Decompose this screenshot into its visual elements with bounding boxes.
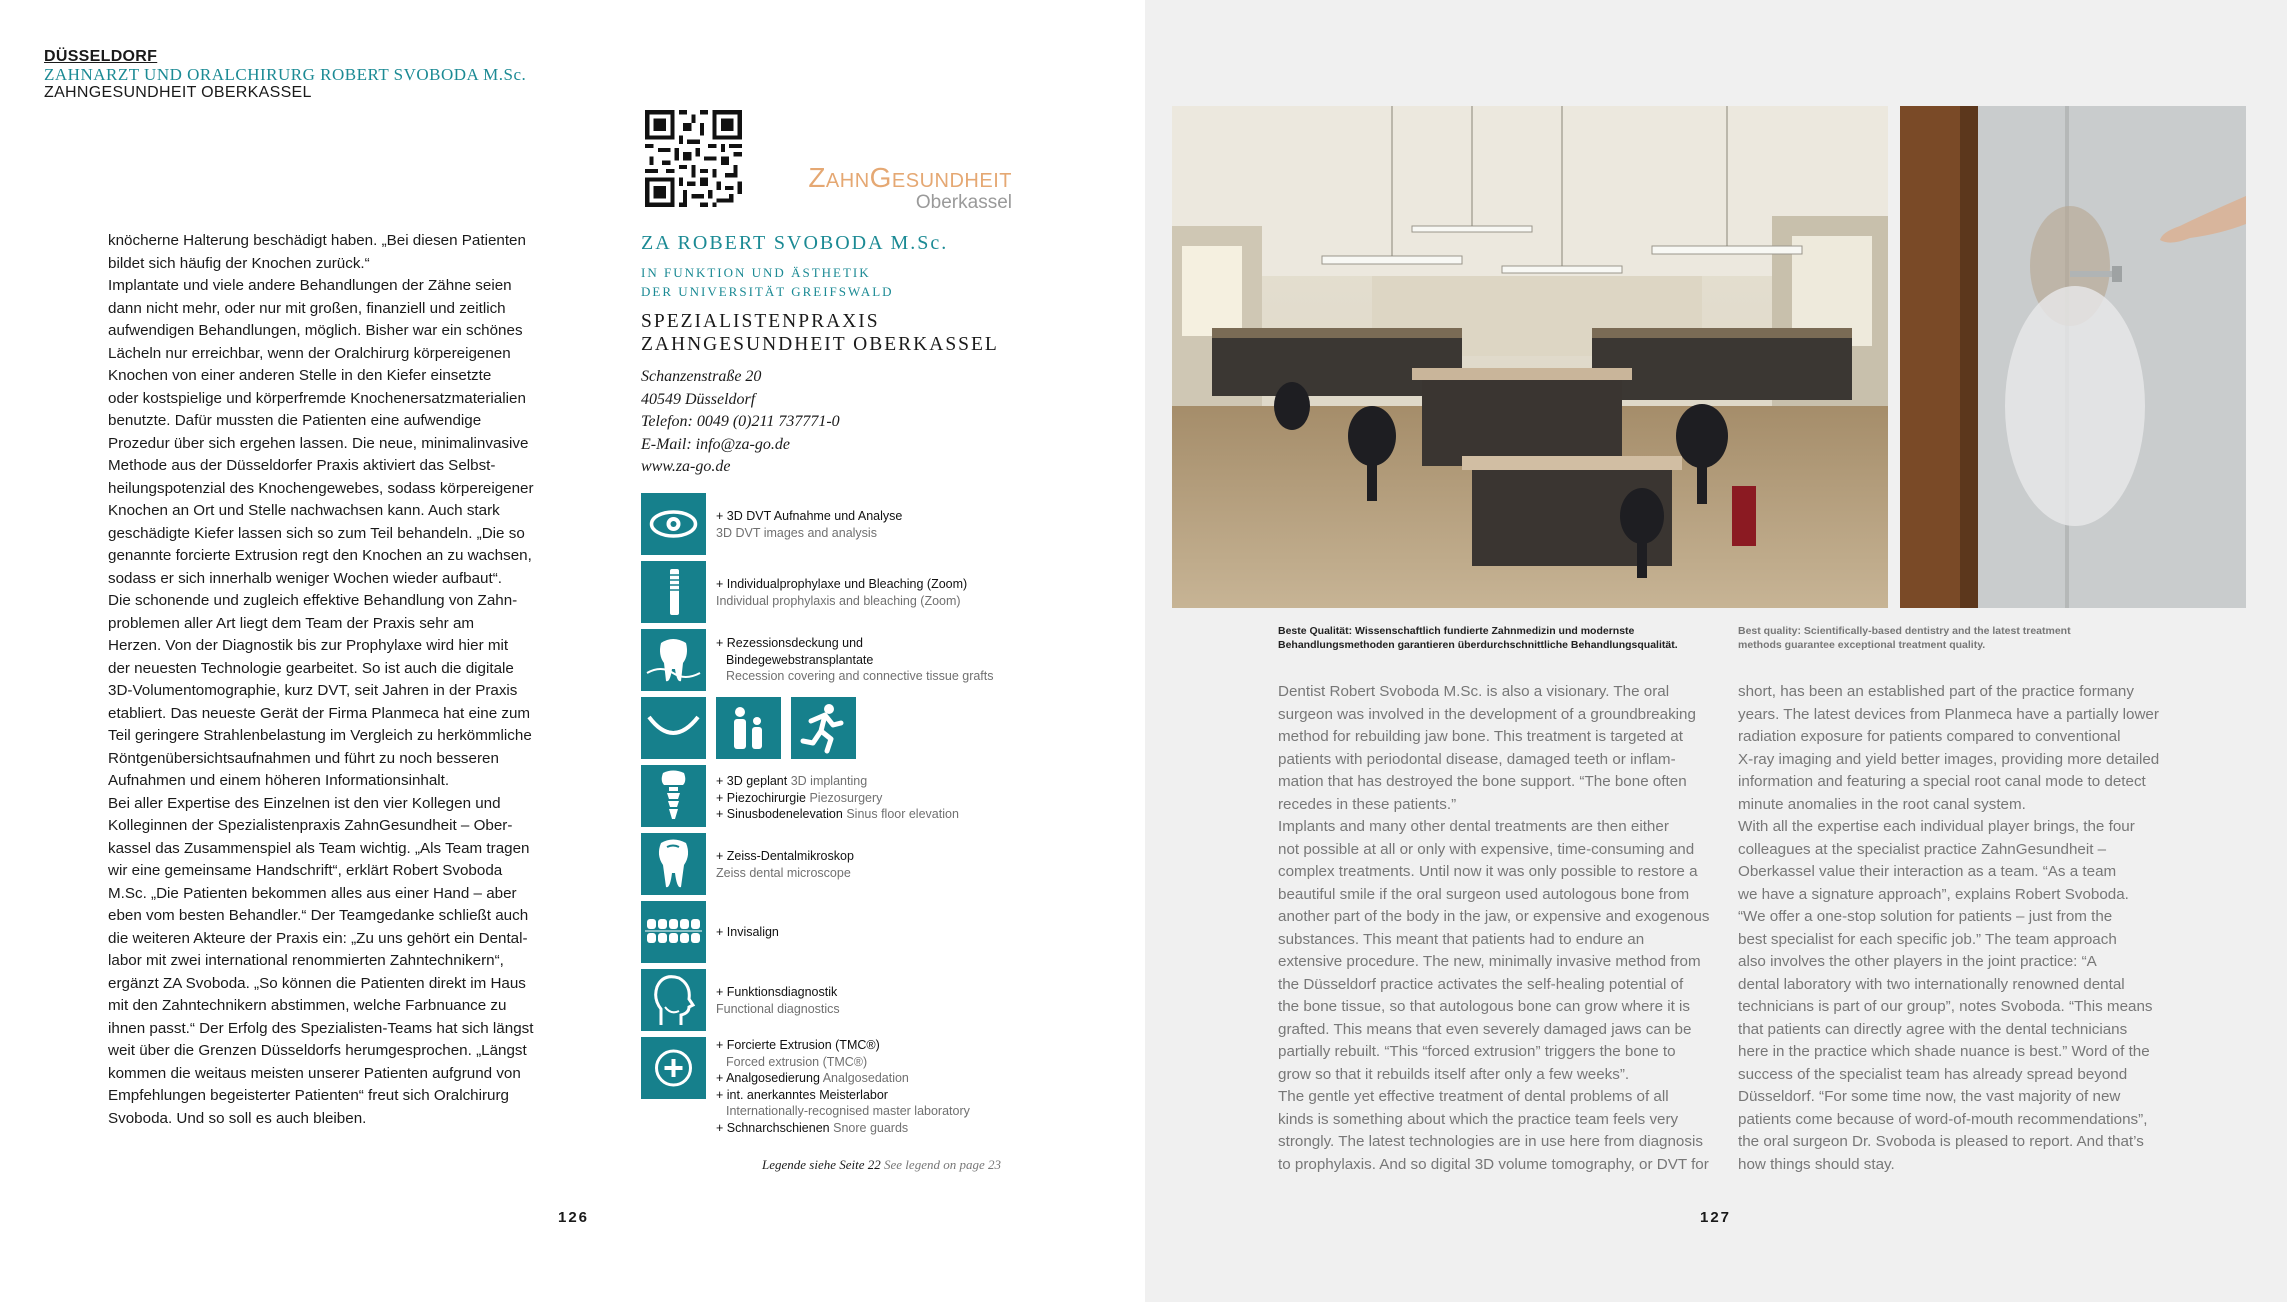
text-line: Implants and many other dental treatments are then either xyxy=(1278,818,1669,835)
text-line: Knochen an Ort und Stelle nachwachsen kann. Auch stark xyxy=(108,502,500,519)
zahngesundheit-logo xyxy=(800,162,1012,214)
text-line: short, has been an established part of the practice formany xyxy=(1738,683,2134,700)
text-line: Die schonende und zugleich effektive Behandlung von Zahn- xyxy=(108,592,518,609)
text-line: Bei aller Expertise des Einzelnen ist den vier Kollegen und xyxy=(108,794,501,812)
info-street: Schanzenstraße 20 xyxy=(641,368,762,385)
toothbrush-icon xyxy=(641,561,706,623)
page-number-right: 127 xyxy=(1700,1209,1732,1226)
runner-icon xyxy=(791,697,856,759)
head-profile-icon xyxy=(641,969,706,1031)
text-line: heilungspotenzial des Knochengewebes, sodass körpereigener xyxy=(108,479,534,497)
legend-en: See legend on page 23 xyxy=(884,1157,1001,1172)
text-line: technicians is part of our group”, notes Svoboda. “This means xyxy=(1738,998,2153,1015)
text-line: dann nicht mehr, oder nur mit großen, finanziell und zeitlich xyxy=(108,299,506,317)
text-line: patients with periodontal disease, damaged teeth or inflam- xyxy=(1278,750,1676,768)
service-extra-l3-de: + int. anerkanntes Meisterlabor xyxy=(716,1087,888,1102)
text-line: Dentist Robert Svoboda M.Sc. is also a visionary. The oral xyxy=(1278,683,1670,700)
text-line: genannte forcierte Extrusion regt den Knochen an zu wachsen, xyxy=(108,547,532,564)
practice-info xyxy=(641,232,1061,479)
text-line: benutzte. Dafür mussten die Patienten eine aufwendige xyxy=(108,412,482,429)
logo-sub-text: Oberkassel xyxy=(915,192,1012,213)
german-body-text xyxy=(108,230,556,1130)
text-line: Prozedur über sich ergehen lassen. Die neue, minimalinvasive xyxy=(108,434,529,452)
text-line: Svoboda. Und so soll es auch bleiben. xyxy=(108,1109,367,1127)
text-line: The gentle yet effective treatment of dental problems of all xyxy=(1278,1088,1669,1105)
service-dvt-de: + 3D DVT Aufnahme und Analyse xyxy=(716,509,903,523)
text-line: geschädigte Kiefer lassen sich so zum Teil behandeln. „Die so xyxy=(108,524,525,542)
text-line: M.Sc. „Die Patienten bekommen alles aus einer Hand – aber xyxy=(108,884,517,902)
text-line: Teil geringere Strahlenbelastung im Vergleich zu herkömmliche xyxy=(108,727,532,744)
info-cred-line-2: DER UNIVERSITÄT GREIFSWALD xyxy=(641,284,894,299)
text-line: strongly. The latest technologies are in use here from diagnosis xyxy=(1278,1133,1703,1150)
service-implant-l1-en: 3D implanting xyxy=(790,774,868,788)
info-credentials xyxy=(641,263,1061,301)
caption-en-line-2: methods guarantee exceptional treatment quality. xyxy=(1738,639,1986,651)
text-line: ihnen passt.“ Der Erfolg des Spezialisten-Teams hat sich längst xyxy=(108,1019,534,1037)
text-line: Röntgenübersichtsaufnahmen und führt zu noch besseren xyxy=(108,749,499,767)
service-implant-l2-de: + Piezochirurgie xyxy=(716,790,806,805)
text-line: With all the expertise each individual player brings, the four xyxy=(1738,818,2135,835)
text-line: knöcherne Halterung beschädigt haben. „Bei diesen Patienten xyxy=(108,232,526,249)
info-specialist-practice xyxy=(641,310,1061,356)
text-line: Lächeln nur erreichbar, wenn der Oralchirurg körpereigenen xyxy=(108,344,511,362)
service-implant-l2-en: Piezosurgery xyxy=(809,790,883,805)
text-line: here in the practice which shade nuance is best.” Word of the xyxy=(1738,1043,2150,1060)
text-line: Knochen von einer anderen Stelle in den Kiefer einsetzte xyxy=(108,367,492,384)
service-implant-l1-de: + 3D geplant xyxy=(716,774,788,788)
header-subtitle: ZAHNGESUNDHEIT OBERKASSEL xyxy=(44,84,312,101)
info-dentist-name: ZA ROBERT SVOBODA M.Sc. xyxy=(641,232,949,254)
service-extra-l4-de: + Schnarchschienen xyxy=(716,1120,830,1135)
text-line: kinds is something about which the practice team feels very xyxy=(1278,1110,1679,1128)
legend-de: Legende siehe Seite 22 xyxy=(762,1157,881,1172)
info-website[interactable]: www.za-go.de xyxy=(641,458,731,475)
text-line: kassel das Zusammenspiel als Team wichtig. „Als Team tragen xyxy=(108,839,530,857)
text-line: Aufnahmen und einem höheren Informationsinhalt. xyxy=(108,772,450,789)
text-line: Düsseldorf. “For some time now, the vast majority of new xyxy=(1738,1088,2121,1105)
text-line: the oral surgeon Dr. Svoboda is pleased to report. And that’s xyxy=(1738,1133,2144,1150)
dental-lab-photo xyxy=(1172,106,1888,608)
text-line: patients come because of word-of-mouth recommendations”, xyxy=(1738,1110,2148,1128)
text-line: ergänzt ZA Svoboda. „So können die Patienten direkt im Haus xyxy=(108,974,526,992)
text-line: success of the specialist team has already spread beyond xyxy=(1738,1065,2128,1083)
text-line: information and featuring a special root canal mode to detect xyxy=(1738,773,2146,790)
text-line: beautiful smile if the oral surgeon used autologous bone from xyxy=(1278,885,1690,903)
service-prophylaxis-en: Individual prophylaxis and bleaching (Zoom) xyxy=(716,593,961,608)
text-line: weit über die Grenzen Düsseldorfs herumgesprochen. „Längst xyxy=(108,1042,527,1059)
legend-note xyxy=(762,1157,1001,1173)
service-extra-l3-en: Internationally-recognised master laboratory xyxy=(726,1104,970,1118)
english-body-column-1 xyxy=(1278,681,1730,1176)
text-line: grafted. This means that even severely damaged jaws can be xyxy=(1278,1020,1692,1038)
text-line: also involves the other players in the joint practice: “A xyxy=(1738,953,2097,970)
text-line: Kolleginnen der Spezialistenpraxis ZahnGesundheit – Ober- xyxy=(108,817,513,834)
service-recession-de-1: + Rezessionsdeckung und xyxy=(716,636,863,650)
service-zeiss-en: Zeiss dental microscope xyxy=(716,865,851,880)
info-cred-line-1: IN FUNKTION UND ÄSTHETIK xyxy=(641,265,871,280)
text-line: labor mit zwei international renommierten Zahntechnikern“, xyxy=(108,952,504,969)
text-line: complex treatments. Until now it was only possible to restore a xyxy=(1278,863,1698,880)
service-zeiss-de: + Zeiss-Dentalmikroskop xyxy=(716,849,854,863)
text-line: eben vom besten Behandler.“ Der Teamgedanke schließt auch xyxy=(108,907,529,924)
text-line: another part of the body in the jaw, or expensive and exogenous xyxy=(1278,908,1710,925)
text-line: problemen aller Art liegt dem Team der Praxis sehr am xyxy=(108,614,475,632)
info-spec-line-2: ZAHNGESUNDHEIT OBERKASSEL xyxy=(641,334,999,355)
text-line: wir eine gemeinsame Handschrift“, erklärt Robert Svoboda xyxy=(108,862,503,879)
text-line: bildet sich häufig der Knochen zurück.“ xyxy=(108,254,370,272)
info-spec-line-1: SPEZIALISTENPRAXIS xyxy=(641,311,880,332)
info-phone: Telefon: 0049 (0)211 737771-0 xyxy=(641,413,840,430)
text-line: “We offer a one-stop solution for patients – just from the xyxy=(1738,908,2113,925)
service-prophylaxis-de: + Individualprophylaxe und Bleaching (Zoom) xyxy=(716,577,968,591)
text-line: colleagues at the specialist practice ZahnGesundheit – xyxy=(1738,840,2107,858)
smile-icon xyxy=(641,697,706,759)
caption-de-line-2: Behandlungsmethoden garantieren überdurchschnittliche Behandlungsqualität. xyxy=(1278,639,1678,651)
aligner-icon xyxy=(641,901,706,963)
text-line: 3D-Volumentomographie, kurz DVT, seit Jahren in der Praxis xyxy=(108,682,518,699)
text-line: to prophylaxis. And so digital 3D volume tomography, or DVT for xyxy=(1278,1155,1709,1173)
text-line: Herzen. Von der Diagnostik bis zur Prophylaxe wird hier mit xyxy=(108,637,509,654)
text-line: not possible at all or only with expensive, time-consuming and xyxy=(1278,840,1695,858)
page-header xyxy=(44,48,526,102)
caption-en xyxy=(1738,624,2158,652)
service-function-de: + Funktionsdiagnostik xyxy=(716,985,838,999)
implant-icon xyxy=(641,765,706,827)
text-line: die weiteren Akteure der Praxis ein: „Zu uns gehört ein Dental- xyxy=(108,929,528,947)
text-line: how things should stay. xyxy=(1738,1155,1895,1173)
text-line: Empfehlungen begeisterter Patienten“ freut sich Oralchirurg xyxy=(108,1087,509,1104)
text-line: mation that has destroyed the bone support. “The bone often xyxy=(1278,773,1687,790)
text-line: that patients can directly agree with the dental technicians xyxy=(1738,1020,2128,1038)
tooth-icon xyxy=(641,833,706,895)
info-email[interactable]: E-Mail: info@za-go.de xyxy=(641,435,790,453)
text-line: etabliert. Das neueste Gerät der Firma Planmeca hat eine zum xyxy=(108,704,531,722)
info-city: 40549 Düsseldorf xyxy=(641,390,756,408)
plus-circle-icon xyxy=(641,1037,706,1099)
service-recession-en: Recession covering and connective tissue grafts xyxy=(726,669,994,683)
eye-icon xyxy=(641,493,706,555)
family-icon xyxy=(716,697,781,759)
caption-de xyxy=(1278,624,1748,652)
text-line: best specialist for each specific job.” The team approach xyxy=(1738,930,2117,948)
header-city: DÜSSELDORF xyxy=(44,48,158,65)
text-line: X-ray imaging and yield better images, providing more detailed xyxy=(1738,750,2160,768)
service-recession-de-2: Bindegewebstransplantate xyxy=(726,652,874,667)
service-implant-l3-de: + Sinusbodenelevation xyxy=(716,807,843,821)
text-line: kommen die weitaus meisten unserer Patienten aufgrund von xyxy=(108,1064,521,1082)
text-line: aufwendigen Behandlungen, möglich. Bisher war ein schönes xyxy=(108,322,523,339)
text-line: Oberkassel value their interaction as a team. “As a team xyxy=(1738,863,2117,880)
text-line: years. The latest devices from Planmeca have a partially lower xyxy=(1738,705,2159,723)
service-function-en: Functional diagnostics xyxy=(716,1001,840,1016)
service-invisalign-de: + Invisalign xyxy=(716,925,779,939)
text-line: extensive procedure. The new, minimally invasive method from xyxy=(1278,953,1701,970)
caption-en-line-1: Best quality: Scientifically-based dentistry and the latest treatment xyxy=(1738,625,2071,637)
service-dvt-en: 3D DVT images and analysis xyxy=(716,525,877,540)
service-implant-l3-en: Sinus floor elevation xyxy=(846,807,959,821)
text-line: dental laboratory with two internationally renowned dental xyxy=(1738,975,2125,993)
text-line: Implantate und viele andere Behandlungen der Zähne seien xyxy=(108,277,512,294)
service-extra-l4-en: Snore guards xyxy=(833,1120,909,1135)
text-line: substances. This meant that patients had to endure an xyxy=(1278,930,1645,948)
text-line: method for rebuilding jaw bone. This treatment is targeted at xyxy=(1278,728,1683,745)
header-practice-name: ZAHNARZT UND ORALCHIRURG ROBERT SVOBODA M.Sc. xyxy=(44,65,527,84)
text-line: oder kostspielige und körperfremde Knochenersatzmaterialien xyxy=(108,389,526,407)
service-extra-l2-de: + Analgosedierung xyxy=(716,1071,820,1085)
service-extra-l2-en: Analgosedation xyxy=(822,1071,909,1085)
text-line: the bone tissue, so that autologous bone can grow where it is xyxy=(1278,998,1691,1015)
text-line: the Düsseldorf practice activates the self-healing potential of xyxy=(1278,975,1684,993)
text-line: mit den Zahntechnikern abstimmen, welche Farbnuance zu xyxy=(108,997,507,1014)
caption-de-line-1: Beste Qualität: Wissenschaftlich fundierte Zahnmedizin und modernste xyxy=(1278,625,1635,637)
service-extra-l1-en: Forced extrusion (TMC®) xyxy=(726,1054,868,1069)
english-body-column-2 xyxy=(1738,681,2198,1176)
page-number-left: 126 xyxy=(558,1209,590,1226)
qr-code xyxy=(641,106,746,211)
service-extra-l1-de: + Forcierte Extrusion (TMC®) xyxy=(716,1038,880,1052)
text-line: partially rebuilt. “This “forced extrusion” triggers the bone to xyxy=(1278,1043,1676,1060)
text-line: we have a signature approach”, explains Robert Svoboda. xyxy=(1738,885,2129,903)
tooth-roots-icon xyxy=(641,629,706,691)
text-line: surgeon was involved in the development of a groundbreaking xyxy=(1278,705,1696,723)
text-line: radiation exposure for patients compared to conventional xyxy=(1738,728,2121,745)
info-address xyxy=(641,366,1061,479)
text-line: recedes in these patients.” xyxy=(1278,795,1457,813)
logo-main-text: ZahnGesundheit xyxy=(808,162,1012,193)
text-line: Methode aus der Düsseldorfer Praxis aktiviert das Selbst- xyxy=(108,457,496,474)
text-line: minute anomalies in the root canal system. xyxy=(1738,795,2026,813)
doctor-door-photo xyxy=(1900,106,2246,608)
text-line: grow so that it rebuilds itself after only a few weeks”. xyxy=(1278,1065,1630,1083)
text-line: der neuesten Technologie gearbeitet. So ist auch die digitale xyxy=(108,659,514,677)
text-line: sodass er sich innerhalb weniger Wochen wieder aufbaut“. xyxy=(108,569,502,587)
